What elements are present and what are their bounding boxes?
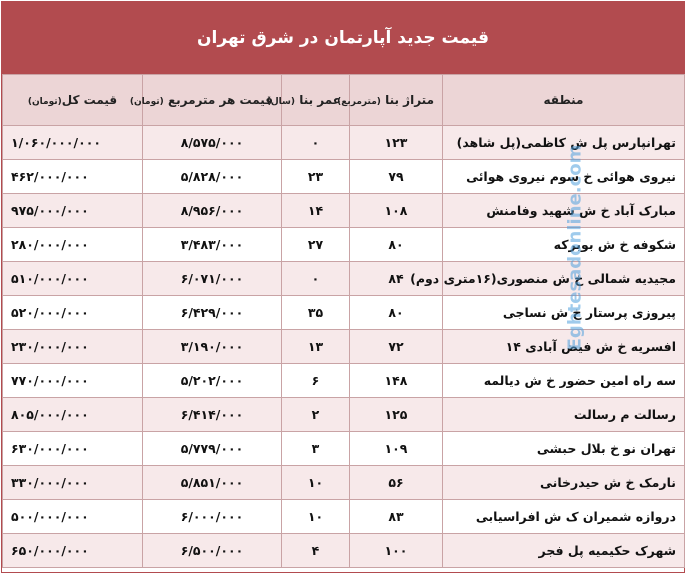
table-row (3, 160, 685, 194)
header-total-price: قیمت کل(تومان) (3, 75, 143, 126)
cell-age: ۱۳ (282, 330, 350, 364)
cell-age: ۰ (282, 126, 350, 160)
cell-total-price: ۷۷۰/۰۰۰/۰۰۰ (3, 364, 143, 398)
table-row (3, 330, 685, 364)
cell-age: ۱۰ (282, 500, 350, 534)
cell-area: پیروزی پرستار خ ش نساجی (443, 296, 685, 330)
cell-price-per-sqm: ۵/۷۷۹/۰۰۰ (143, 432, 282, 466)
table-header-row (3, 75, 685, 126)
table-row (3, 398, 685, 432)
cell-size: ۱۰۸ (350, 194, 443, 228)
table-row (3, 194, 685, 228)
cell-total-price: ۵۲۰/۰۰۰/۰۰۰ (3, 296, 143, 330)
cell-total-price: ۴۶۲/۰۰۰/۰۰۰ (3, 160, 143, 194)
cell-price-per-sqm: ۵/۸۵۱/۰۰۰ (143, 466, 282, 500)
cell-age: ۶ (282, 364, 350, 398)
cell-age: ۳ (282, 432, 350, 466)
cell-price-per-sqm: ۳/۴۸۳/۰۰۰ (143, 228, 282, 262)
cell-area: مبارک آباد خ ش شهید وفامنش (443, 194, 685, 228)
cell-area: تهران نو خ بلال حبشی (443, 432, 685, 466)
cell-total-price: ۹۷۵/۰۰۰/۰۰۰ (3, 194, 143, 228)
cell-age: ۰ (282, 262, 350, 296)
cell-size: ۷۲ (350, 330, 443, 364)
cell-area: شهرک حکیمیه پل فجر (443, 534, 685, 568)
cell-total-price: ۱/۰۶۰/۰۰۰/۰۰۰ (3, 126, 143, 160)
header-price-per-sqm: قیمت هر مترمربع (تومان) (143, 75, 282, 126)
cell-size: ۸۳ (350, 500, 443, 534)
cell-size: ۱۲۳ (350, 126, 443, 160)
cell-total-price: ۲۸۰/۰۰۰/۰۰۰ (3, 228, 143, 262)
cell-area: نیروی هوائی خ سوم نیروی هوائی (443, 160, 685, 194)
cell-price-per-sqm: ۵/۸۲۸/۰۰۰ (143, 160, 282, 194)
title-bar (2, 2, 684, 74)
price-table-card (1, 1, 685, 573)
cell-age: ۳۵ (282, 296, 350, 330)
cell-price-per-sqm: ۶/۴۲۹/۰۰۰ (143, 296, 282, 330)
price-table (2, 74, 685, 568)
cell-age: ۴ (282, 534, 350, 568)
cell-area: دروازه شمیران ک ش افراسیابی (443, 500, 685, 534)
cell-total-price: ۸۰۵/۰۰۰/۰۰۰ (3, 398, 143, 432)
cell-area: تهرانپارس پل ش کاظمی(پل شاهد) (443, 126, 685, 160)
cell-size: ۷۹ (350, 160, 443, 194)
cell-total-price: ۳۳۰/۰۰۰/۰۰۰ (3, 466, 143, 500)
cell-age: ۲ (282, 398, 350, 432)
cell-size: ۱۲۵ (350, 398, 443, 432)
header-area: منطقه (443, 75, 685, 126)
cell-total-price: ۵۱۰/۰۰۰/۰۰۰ (3, 262, 143, 296)
cell-price-per-sqm: ۵/۲۰۲/۰۰۰ (143, 364, 282, 398)
table-row (3, 262, 685, 296)
header-age: عمر بنا (سال) (282, 75, 350, 126)
table-row (3, 228, 685, 262)
cell-age: ۲۷ (282, 228, 350, 262)
cell-age: ۱۰ (282, 466, 350, 500)
table-body (3, 126, 685, 568)
table-row (3, 126, 685, 160)
table-row (3, 500, 685, 534)
cell-size: ۱۰۰ (350, 534, 443, 568)
table-row (3, 296, 685, 330)
cell-age: ۱۴ (282, 194, 350, 228)
table-row (3, 432, 685, 466)
cell-area: شکوفه خ ش بوبرکه (443, 228, 685, 262)
cell-size: ۵۶ (350, 466, 443, 500)
cell-size: ۸۴ (350, 262, 443, 296)
header-size: متراژ بنا (مترمربع) (350, 75, 443, 126)
cell-price-per-sqm: ۸/۵۷۵/۰۰۰ (143, 126, 282, 160)
cell-size: ۸۰ (350, 296, 443, 330)
cell-price-per-sqm: ۳/۱۹۰/۰۰۰ (143, 330, 282, 364)
cell-size: ۱۴۸ (350, 364, 443, 398)
cell-area: افسریه خ ش فیض آبادی ۱۴ (443, 330, 685, 364)
cell-total-price: ۲۳۰/۰۰۰/۰۰۰ (3, 330, 143, 364)
cell-area: سه راه امین حضور خ ش دیالمه (443, 364, 685, 398)
cell-price-per-sqm: ۸/۹۵۶/۰۰۰ (143, 194, 282, 228)
cell-area: مجیدیه شمالی خ ش منصوری(۱۶متری دوم) (443, 262, 685, 296)
table-row (3, 466, 685, 500)
cell-total-price: ۶۳۰/۰۰۰/۰۰۰ (3, 432, 143, 466)
cell-area: نارمک خ ش حیدرخانی (443, 466, 685, 500)
table-row (3, 364, 685, 398)
cell-price-per-sqm: ۶/۰۰۰/۰۰۰ (143, 500, 282, 534)
cell-size: ۸۰ (350, 228, 443, 262)
cell-area: رسالت م رسالت (443, 398, 685, 432)
cell-total-price: ۵۰۰/۰۰۰/۰۰۰ (3, 500, 143, 534)
page-title: قیمت جدید آپارتمان در شرق تهران (197, 28, 489, 48)
cell-size: ۱۰۹ (350, 432, 443, 466)
cell-price-per-sqm: ۶/۰۷۱/۰۰۰ (143, 262, 282, 296)
table-row (3, 534, 685, 568)
watermark: Eghtesadonline.com (564, 144, 586, 351)
cell-age: ۲۳ (282, 160, 350, 194)
cell-total-price: ۶۵۰/۰۰۰/۰۰۰ (3, 534, 143, 568)
cell-price-per-sqm: ۶/۵۰۰/۰۰۰ (143, 534, 282, 568)
cell-price-per-sqm: ۶/۴۱۴/۰۰۰ (143, 398, 282, 432)
